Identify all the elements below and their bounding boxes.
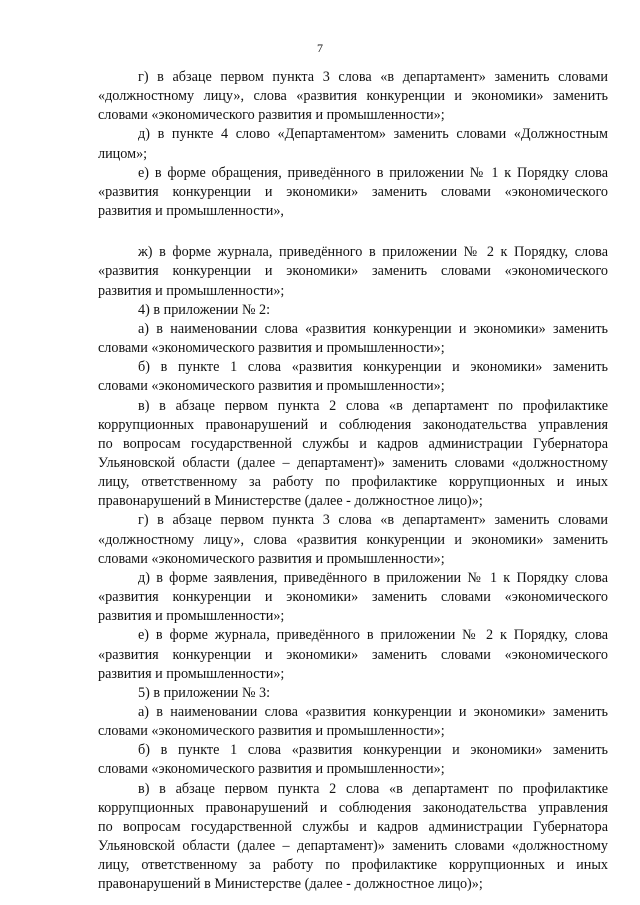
- text-line: б) в пункте 1 слова «развития конкуренции и экономики» заменить: [138, 742, 608, 759]
- paragraph-p4g: [98, 511, 608, 568]
- paragraph-p3zh: [98, 243, 608, 300]
- text-line: по вопросам государственной службы и кадров администрации Губернатора: [98, 435, 608, 452]
- paragraph-p4v: [98, 397, 608, 512]
- text-line: «должностному лицу», слова «развития конкуренции и экономики» заменить: [98, 88, 608, 105]
- text-line: е) в форме журнала, приведённого в приложении № 2 к Порядку, слова: [138, 627, 608, 644]
- text-line: «должностному лицу», слова «развития конкуренции и экономики» заменить: [98, 531, 608, 548]
- text-line: «развития конкуренции и экономики» заменить словами «экономического: [98, 263, 608, 280]
- paragraph-p4b: [98, 358, 608, 396]
- paragraph-p5v: [98, 780, 608, 895]
- text-line: а) в наименовании слова «развития конкуренции и экономики» заменить: [138, 704, 608, 720]
- text-line: словами «экономического развития и промышленности»;: [98, 378, 445, 395]
- text-line: коррупционных правонарушений и соблюдения законодательства управления: [98, 416, 608, 433]
- text-line: «развития конкуренции и экономики» заменить словами «экономического: [98, 646, 608, 663]
- paragraph-p3g: [98, 68, 608, 125]
- paragraph-p5b: [98, 741, 608, 779]
- paragraph-p4d: [98, 569, 608, 626]
- text-line: словами «экономического развития и промышленности»;: [98, 723, 445, 740]
- text-line: словами «экономического развития и промышленности»;: [98, 107, 445, 124]
- text-line: «развития конкуренции и экономики» заменить словами «экономического: [98, 589, 608, 606]
- text-line: е) в форме обращения, приведённого в приложении № 1 к Порядку слова: [138, 164, 608, 181]
- text-line: лицу, ответственному за работу по профилактике коррупционных и иных: [98, 474, 608, 491]
- text-line: словами «экономического развития и промышленности»;: [98, 550, 445, 567]
- text-line: развития и промышленности»;: [98, 282, 285, 299]
- text-line: Ульяновской области (далее – департамент)» заменить словами «должностному: [98, 838, 608, 855]
- paragraph-p5a: [98, 703, 608, 741]
- text-line: г) в абзаце первом пункта 3 слова «в департамент» заменить словами: [138, 69, 608, 85]
- text-line: д) в форме заявления, приведённого в приложении № 1 к Порядку слова: [138, 569, 608, 586]
- text-line: ж) в форме журнала, приведённого в приложении № 2 к Порядку, слова: [138, 244, 608, 261]
- text-line: в) в абзаце первом пункта 2 слова «в департамент по профилактике: [138, 780, 608, 797]
- paragraph-gap: [98, 221, 608, 243]
- text-line: словами «экономического развития и промышленности»;: [98, 340, 445, 357]
- text-line: развития и промышленности»;: [98, 608, 285, 625]
- text-line: по вопросам государственной службы и кадров администрации Губернатора: [98, 818, 608, 835]
- text-line: б) в пункте 1 слова «развития конкуренции и экономики» заменить: [138, 359, 608, 376]
- text-line: 5) в приложении № 3:: [138, 684, 271, 701]
- paragraph-p5: [98, 684, 608, 703]
- text-line: словами «экономического развития и промышленности»;: [98, 761, 445, 778]
- text-line: 4) в приложении № 2:: [138, 301, 271, 318]
- text-line: г) в абзаце первом пункта 3 слова «в департамент» заменить словами: [138, 512, 608, 529]
- text-line: развития и промышленности»;: [98, 665, 285, 682]
- paragraph-p4: [98, 301, 608, 320]
- text-line: в) в абзаце первом пункта 2 слова «в департамент по профилактике: [138, 397, 608, 414]
- document-body: [98, 68, 608, 895]
- text-line: «развития конкуренции и экономики» заменить словами «экономического: [98, 183, 608, 200]
- page-number: 7: [317, 41, 323, 55]
- text-line: лицом»;: [98, 145, 148, 162]
- text-line: правонарушений в Министерстве (далее - должностное лицо)»;: [98, 876, 483, 893]
- paragraph-p4e: [98, 626, 608, 683]
- paragraph-p3d: [98, 125, 608, 163]
- paragraph-p3e: [98, 164, 608, 221]
- text-line: правонарушений в Министерстве (далее - должностное лицо)»;: [98, 493, 483, 510]
- paragraph-p4a: [98, 320, 608, 358]
- text-line: развития и промышленности»,: [98, 203, 284, 220]
- text-line: Ульяновской области (далее – департамент)» заменить словами «должностному: [98, 454, 608, 471]
- text-line: коррупционных правонарушений и соблюдения законодательства управления: [98, 799, 608, 816]
- text-line: лицу, ответственному за работу по профилактике коррупционных и иных: [98, 857, 608, 874]
- text-line: д) в пункте 4 слово «Департаментом» заменить словами «Должностным: [138, 126, 608, 143]
- text-line: а) в наименовании слова «развития конкуренции и экономики» заменить: [138, 320, 608, 337]
